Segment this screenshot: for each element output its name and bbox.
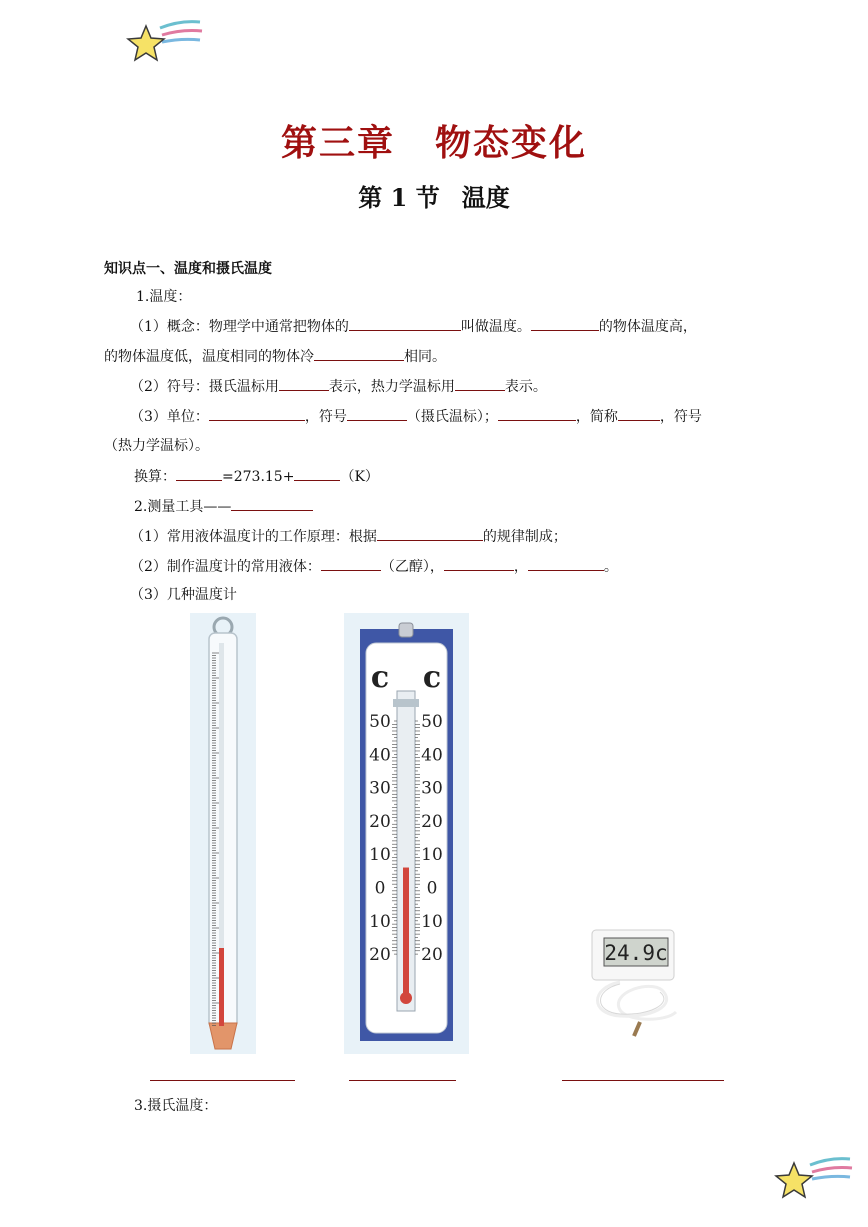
conversion-line: 换算： =273.15+ （K） [134, 466, 379, 487]
figure-answer-line[interactable] [150, 1080, 295, 1081]
dial-label-left: 0 [374, 878, 386, 899]
chapter-title [0, 115, 868, 166]
dial-label-right: 20 [421, 811, 443, 832]
concept-line-2: 的物体温度低，温度相同的物体冷 相同。 [104, 346, 446, 367]
fill-blank[interactable] [444, 556, 514, 571]
item-celsius: 3.摄氏温度： [134, 1098, 218, 1114]
dial-label-left: 10 [369, 911, 391, 932]
item-temperature: 1.温度： [136, 289, 192, 305]
dial-label-right: 40 [421, 745, 443, 766]
fill-blank[interactable] [531, 316, 599, 331]
shooting-star-icon [770, 1155, 855, 1203]
fill-blank[interactable] [176, 466, 222, 481]
thermometer-bulb [400, 992, 412, 1004]
section-name: 温度 [461, 183, 510, 212]
fill-blank[interactable] [349, 316, 461, 331]
shooting-star-icon [120, 18, 205, 66]
unit-label-left: c [370, 660, 390, 695]
fill-blank[interactable] [209, 406, 305, 421]
lab-thermometer-image [190, 613, 256, 1054]
dial-label-right: 50 [421, 712, 443, 732]
digital-readout: 24.9c [604, 941, 668, 965]
item-tools: 2.测量工具—— [134, 496, 313, 517]
dial-label-left: 10 [369, 845, 391, 866]
dial-label-left: 50 [369, 712, 391, 732]
fill-blank[interactable] [498, 406, 576, 421]
fill-blank[interactable] [279, 376, 329, 391]
principle-line: （1）常用液体温度计的工作原理：根据 的规律制成； [130, 526, 567, 547]
concept-line: （1）概念：物理学中通常把物体的 叫做温度。 的物体温度高， [130, 316, 697, 337]
dial-label-left: 20 [369, 945, 391, 966]
dial-label-left: 20 [369, 811, 391, 832]
fill-blank[interactable] [231, 496, 313, 511]
section-number: 第 1 节 [358, 183, 440, 212]
fill-blank[interactable] [294, 466, 340, 481]
chapter-name: 物态变化 [435, 122, 588, 164]
dial-label-right: 10 [421, 911, 443, 932]
knowledge-heading: 知识点一、温度和摄氏温度 [104, 261, 272, 277]
fill-blank[interactable] [347, 406, 407, 421]
figure-answer-line[interactable] [349, 1080, 456, 1081]
fill-blank[interactable] [455, 376, 505, 391]
fill-blank[interactable] [314, 346, 404, 361]
liquid-line: （2）制作温度计的常用液体： （乙醇）， ， 。 [130, 556, 618, 577]
dial-label-right: 20 [421, 945, 443, 966]
fill-blank[interactable] [321, 556, 381, 571]
unit-line-2: （热力学温标）。 [104, 438, 209, 454]
dial-label-right: 0 [426, 878, 438, 899]
fill-blank[interactable] [377, 526, 483, 541]
chapter-number: 第三章 [280, 122, 395, 164]
dial-label-right: 30 [421, 778, 443, 799]
section-title [0, 178, 868, 213]
liquid-column [403, 868, 409, 998]
dial-label-left: 30 [369, 778, 391, 799]
figure-answer-line[interactable] [562, 1080, 724, 1081]
thermometer-types-line: （3）几种温度计 [130, 587, 237, 603]
fill-blank[interactable] [528, 556, 604, 571]
symbol-line: （2）符号：摄氏温标用 表示，热力学温标用 表示。 [130, 376, 547, 397]
dial-label-right: 10 [421, 845, 443, 866]
dial-thermometer-image [344, 613, 469, 1054]
dial-label-left: 40 [369, 745, 391, 766]
unit-line: （3）单位： ，符号 （摄氏温标）； ，简称 ，符号 [130, 406, 702, 427]
unit-label-right: c [422, 660, 442, 695]
digital-thermometer-image [580, 918, 690, 1043]
fill-blank[interactable] [618, 406, 660, 421]
